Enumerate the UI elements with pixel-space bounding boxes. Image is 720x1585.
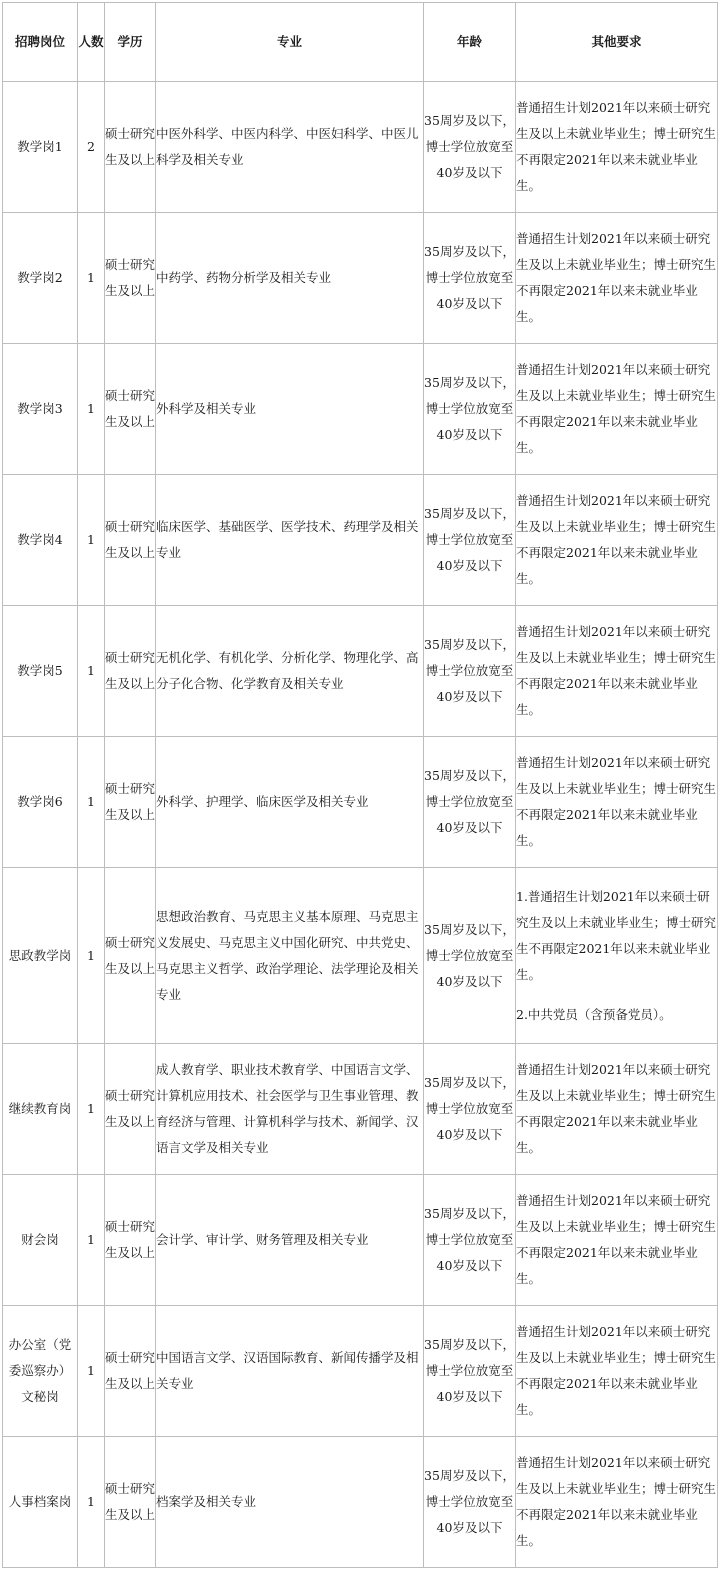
other-requirements-cell — [516, 737, 718, 868]
requirement-item: 普通招生计划2021年以来硕士研究生及以上未就业毕业生；博士研究生不再限定2021年以来未就业毕业生。 — [516, 493, 717, 586]
education-cell: 硕士研究生及以上 — [105, 1175, 156, 1306]
major-cell: 中医外科学、中医内科学、中医妇科学、中医儿科学及相关专业 — [156, 82, 424, 213]
table-row — [3, 213, 718, 344]
table-row — [3, 82, 718, 213]
count-cell: 1 — [78, 1437, 105, 1568]
header-other: 其他要求 — [516, 3, 718, 82]
age-cell: 35周岁及以下，博士学位放宽至40岁及以下 — [424, 1306, 516, 1437]
requirement-item: 普通招生计划2021年以来硕士研究生及以上未就业毕业生；博士研究生不再限定2021年以来未就业毕业生。 — [516, 1193, 717, 1286]
other-requirements-cell — [516, 213, 718, 344]
major-cell: 外科学及相关专业 — [156, 344, 424, 475]
education-cell: 硕士研究生及以上 — [105, 1044, 156, 1175]
education-cell: 硕士研究生及以上 — [105, 344, 156, 475]
requirement-item: 普通招生计划2021年以来硕士研究生及以上未就业毕业生；博士研究生不再限定2021年以来未就业毕业生。 — [516, 1062, 717, 1155]
count-cell: 1 — [78, 1175, 105, 1306]
other-requirements-cell — [516, 1175, 718, 1306]
other-requirements-cell — [516, 344, 718, 475]
major-cell: 成人教育学、职业技术教育学、中国语言文学、计算机应用技术、社会医学与卫生事业管理、教育经济与管理、计算机科学与技术、新闻学、汉语言文学及相关专业 — [156, 1044, 424, 1175]
post-cell: 思政教学岗 — [3, 868, 78, 1044]
count-cell: 1 — [78, 213, 105, 344]
requirement-item: 普通招生计划2021年以来硕士研究生及以上未就业毕业生；博士研究生不再限定2021年以来未就业毕业生。 — [516, 1324, 717, 1417]
count-cell: 1 — [78, 606, 105, 737]
education-cell: 硕士研究生及以上 — [105, 868, 156, 1044]
table-row — [3, 606, 718, 737]
other-requirements-cell — [516, 1044, 718, 1175]
header-count: 人数 — [78, 3, 105, 82]
recruitment-table — [2, 2, 718, 1568]
header-post: 招聘岗位 — [3, 3, 78, 82]
requirement-gap — [516, 988, 717, 1002]
header-education: 学历 — [105, 3, 156, 82]
education-cell: 硕士研究生及以上 — [105, 1306, 156, 1437]
age-cell: 35周岁及以下，博士学位放宽至40岁及以下 — [424, 1175, 516, 1306]
count-cell: 1 — [78, 1306, 105, 1437]
post-cell: 教学岗2 — [3, 213, 78, 344]
count-cell: 1 — [78, 475, 105, 606]
age-cell: 35周岁及以下，博士学位放宽至40岁及以下 — [424, 737, 516, 868]
other-requirements-cell — [516, 1437, 718, 1568]
education-cell: 硕士研究生及以上 — [105, 737, 156, 868]
header-major: 专业 — [156, 3, 424, 82]
table-row — [3, 868, 718, 1044]
header-row — [3, 3, 718, 82]
major-cell: 中国语言文学、汉语国际教育、新闻传播学及相关专业 — [156, 1306, 424, 1437]
count-cell: 1 — [78, 1044, 105, 1175]
major-cell: 档案学及相关专业 — [156, 1437, 424, 1568]
table-row — [3, 344, 718, 475]
major-cell: 中药学、药物分析学及相关专业 — [156, 213, 424, 344]
requirement-item: 1.普通招生计划2021年以来硕士研究生及以上未就业毕业生；博士研究生不再限定2021年以来未就业毕业生。 — [516, 888, 717, 982]
other-requirements-cell — [516, 82, 718, 213]
table-row — [3, 475, 718, 606]
other-requirements-cell — [516, 868, 718, 1044]
requirement-item: 普通招生计划2021年以来硕士研究生及以上未就业毕业生；博士研究生不再限定2021年以来未就业毕业生。 — [516, 100, 717, 193]
education-cell: 硕士研究生及以上 — [105, 82, 156, 213]
post-cell: 教学岗4 — [3, 475, 78, 606]
post-cell: 教学岗5 — [3, 606, 78, 737]
requirement-item: 普通招生计划2021年以来硕士研究生及以上未就业毕业生；博士研究生不再限定2021年以来未就业毕业生。 — [516, 231, 717, 324]
table-row — [3, 737, 718, 868]
education-cell: 硕士研究生及以上 — [105, 475, 156, 606]
post-cell: 教学岗3 — [3, 344, 78, 475]
major-cell: 无机化学、有机化学、分析化学、物理化学、高分子化合物、化学教育及相关专业 — [156, 606, 424, 737]
requirement-item: 2.中共党员（含预备党员）。 — [516, 1006, 672, 1022]
post-cell: 人事档案岗 — [3, 1437, 78, 1568]
education-cell: 硕士研究生及以上 — [105, 213, 156, 344]
age-cell: 35周岁及以下，博士学位放宽至40岁及以下 — [424, 82, 516, 213]
age-cell: 35周岁及以下，博士学位放宽至40岁及以下 — [424, 1437, 516, 1568]
requirement-item: 普通招生计划2021年以来硕士研究生及以上未就业毕业生；博士研究生不再限定2021年以来未就业毕业生。 — [516, 624, 717, 717]
other-requirements-cell — [516, 1306, 718, 1437]
post-cell: 教学岗1 — [3, 82, 78, 213]
age-cell: 35周岁及以下，博士学位放宽至40岁及以下 — [424, 344, 516, 475]
other-requirements-cell — [516, 606, 718, 737]
age-cell: 35周岁及以下，博士学位放宽至40岁及以下 — [424, 475, 516, 606]
table-row — [3, 1437, 718, 1568]
requirement-item: 普通招生计划2021年以来硕士研究生及以上未就业毕业生；博士研究生不再限定2021年以来未就业毕业生。 — [516, 755, 717, 848]
count-cell: 1 — [78, 868, 105, 1044]
major-cell: 外科学、护理学、临床医学及相关专业 — [156, 737, 424, 868]
header-age: 年龄 — [424, 3, 516, 82]
table-row — [3, 1175, 718, 1306]
post-cell: 继续教育岗 — [3, 1044, 78, 1175]
requirement-item: 普通招生计划2021年以来硕士研究生及以上未就业毕业生；博士研究生不再限定2021年以来未就业毕业生。 — [516, 1455, 717, 1548]
count-cell: 1 — [78, 737, 105, 868]
other-requirements-cell — [516, 475, 718, 606]
age-cell: 35周岁及以下，博士学位放宽至40岁及以下 — [424, 1044, 516, 1175]
post-cell: 财会岗 — [3, 1175, 78, 1306]
table-row — [3, 1044, 718, 1175]
age-cell: 35周岁及以下，博士学位放宽至40岁及以下 — [424, 606, 516, 737]
major-cell: 思想政治教育、马克思主义基本原理、马克思主义发展史、马克思主义中国化研究、中共党史、马克思主义哲学、政治学理论、法学理论及相关专业 — [156, 868, 424, 1044]
age-cell: 35周岁及以下，博士学位放宽至40岁及以下 — [424, 213, 516, 344]
age-cell: 35周岁及以下，博士学位放宽至40岁及以下 — [424, 868, 516, 1044]
major-cell: 临床医学、基础医学、医学技术、药理学及相关专业 — [156, 475, 424, 606]
requirement-item: 普通招生计划2021年以来硕士研究生及以上未就业毕业生；博士研究生不再限定2021年以来未就业毕业生。 — [516, 362, 717, 455]
count-cell: 1 — [78, 344, 105, 475]
education-cell: 硕士研究生及以上 — [105, 606, 156, 737]
post-cell: 教学岗6 — [3, 737, 78, 868]
table-row — [3, 1306, 718, 1437]
education-cell: 硕士研究生及以上 — [105, 1437, 156, 1568]
post-cell: 办公室（党委巡察办）文秘岗 — [3, 1306, 78, 1437]
count-cell: 2 — [78, 82, 105, 213]
major-cell: 会计学、审计学、财务管理及相关专业 — [156, 1175, 424, 1306]
